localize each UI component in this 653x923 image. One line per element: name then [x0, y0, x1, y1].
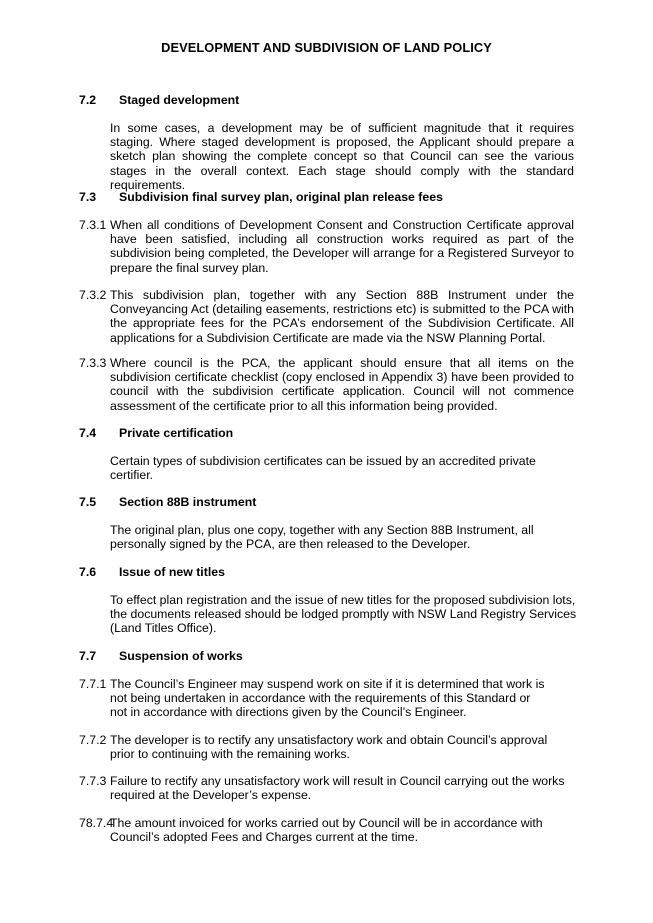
- section-paragraph-7-5: The original plan, plus one copy, together with any Section 88B Instrument, all personally signed by the PCA, are then released to the Developer.: [110, 523, 534, 552]
- section-title: Subdivision final survey plan, original plan release fees: [119, 190, 443, 204]
- item-text: The amount invoiced for works carried out by Council will be in accordance with Council’s adopted Fees and Charges current at the time.: [110, 816, 543, 845]
- item-number: 7.7.3: [79, 774, 107, 788]
- section-paragraph-7-6: To effect plan registration and the issue of new titles for the proposed subdivision lots, the documents released should be lodged promptly with NSW Land Registry Services (Land Titles Office).: [110, 593, 577, 636]
- section-paragraph-7-2: In some cases, a development may be of sufficient magnitude that it requires staging. Where staged development is proposed, the Applicant should prepare a sketch plan showing the complete concept so that Council can see the various stages in the overall context. Each stage should comply with the standard requirements.: [110, 121, 574, 192]
- section-heading-7-6: [79, 565, 225, 579]
- list-item-7-7-4: [79, 816, 549, 844]
- item-text: The developer is to rectify any unsatisfactory work and obtain Council’s approval prior to continuing with the remaining works.: [110, 733, 548, 762]
- section-title: Staged development: [119, 93, 240, 107]
- section-paragraph-7-4: Certain types of subdivision certificates can be issued by an accredited private certifier.: [110, 454, 536, 483]
- item-number: 7.7.1: [79, 677, 107, 691]
- section-heading-7-7: [79, 649, 243, 663]
- list-item-7-7-2: [79, 733, 575, 761]
- section-number: 7.7: [79, 649, 97, 663]
- section-title: Private certification: [119, 426, 234, 440]
- section-title: Suspension of works: [119, 649, 243, 663]
- section-number: 7.4: [79, 426, 97, 440]
- list-item-7-3-2: [79, 288, 574, 345]
- item-number: 78.7.4: [79, 816, 114, 830]
- item-number: 7.3.1: [79, 218, 107, 232]
- list-item-7-7-3: [79, 774, 569, 802]
- item-text: The Council’s Engineer may suspend work on site if it is determined that work is not being undertaken in accordance with the requirements of this Standard or not in accordance with directions given by the Council’s Engineer.: [110, 677, 545, 720]
- section-title: Section 88B instrument: [119, 495, 257, 509]
- list-item-7-3-3: [79, 356, 574, 413]
- list-item-7-7-1: [79, 677, 547, 720]
- section-number: 7.2: [79, 93, 97, 107]
- item-text: Failure to rectify any unsatisfactory work will result in Council carrying out the works required at the Developer’s expense.: [110, 774, 565, 803]
- document-title: DEVELOPMENT AND SUBDIVISION OF LAND POLICY: [161, 40, 492, 55]
- section-number: 7.6: [79, 565, 97, 579]
- section-heading-7-4: [79, 426, 233, 440]
- list-item-7-3-1: [79, 218, 574, 275]
- item-number: 7.3.2: [79, 288, 107, 302]
- item-text: Where council is the PCA, the applicant should ensure that all items on the subdivision certificate checklist (copy enclosed in Appendix 3) have been provided to council with the subdivision certificate application. Council will not commence assessment of the certificate prior to all this information being provided.: [110, 356, 574, 413]
- item-text: When all conditions of Development Consent and Construction Certificate approval have been satisfied, including all construction works required as part of the subdivision being completed, the Developer will arrange for a Registered Surveyor to prepare the final survey plan.: [110, 218, 574, 275]
- item-number: 7.3.3: [79, 356, 107, 370]
- item-text: This subdivision plan, together with any Section 88B Instrument under the Conveyancing Act (detailing easements, restrictions etc) is submitted to the PCA with the appropriate fees for the PCA’s endorsement of the Subdivision Certificate. All applications for a Subdivision Certificate are made via the NSW Planning Portal.: [110, 288, 574, 345]
- section-heading-7-2: [79, 93, 239, 107]
- section-title: Issue of new titles: [119, 565, 225, 579]
- section-number: 7.3: [79, 190, 97, 204]
- section-number: 7.5: [79, 495, 97, 509]
- section-heading-7-5: [79, 495, 256, 509]
- item-number: 7.7.2: [79, 733, 107, 747]
- section-heading-7-3: [79, 190, 443, 204]
